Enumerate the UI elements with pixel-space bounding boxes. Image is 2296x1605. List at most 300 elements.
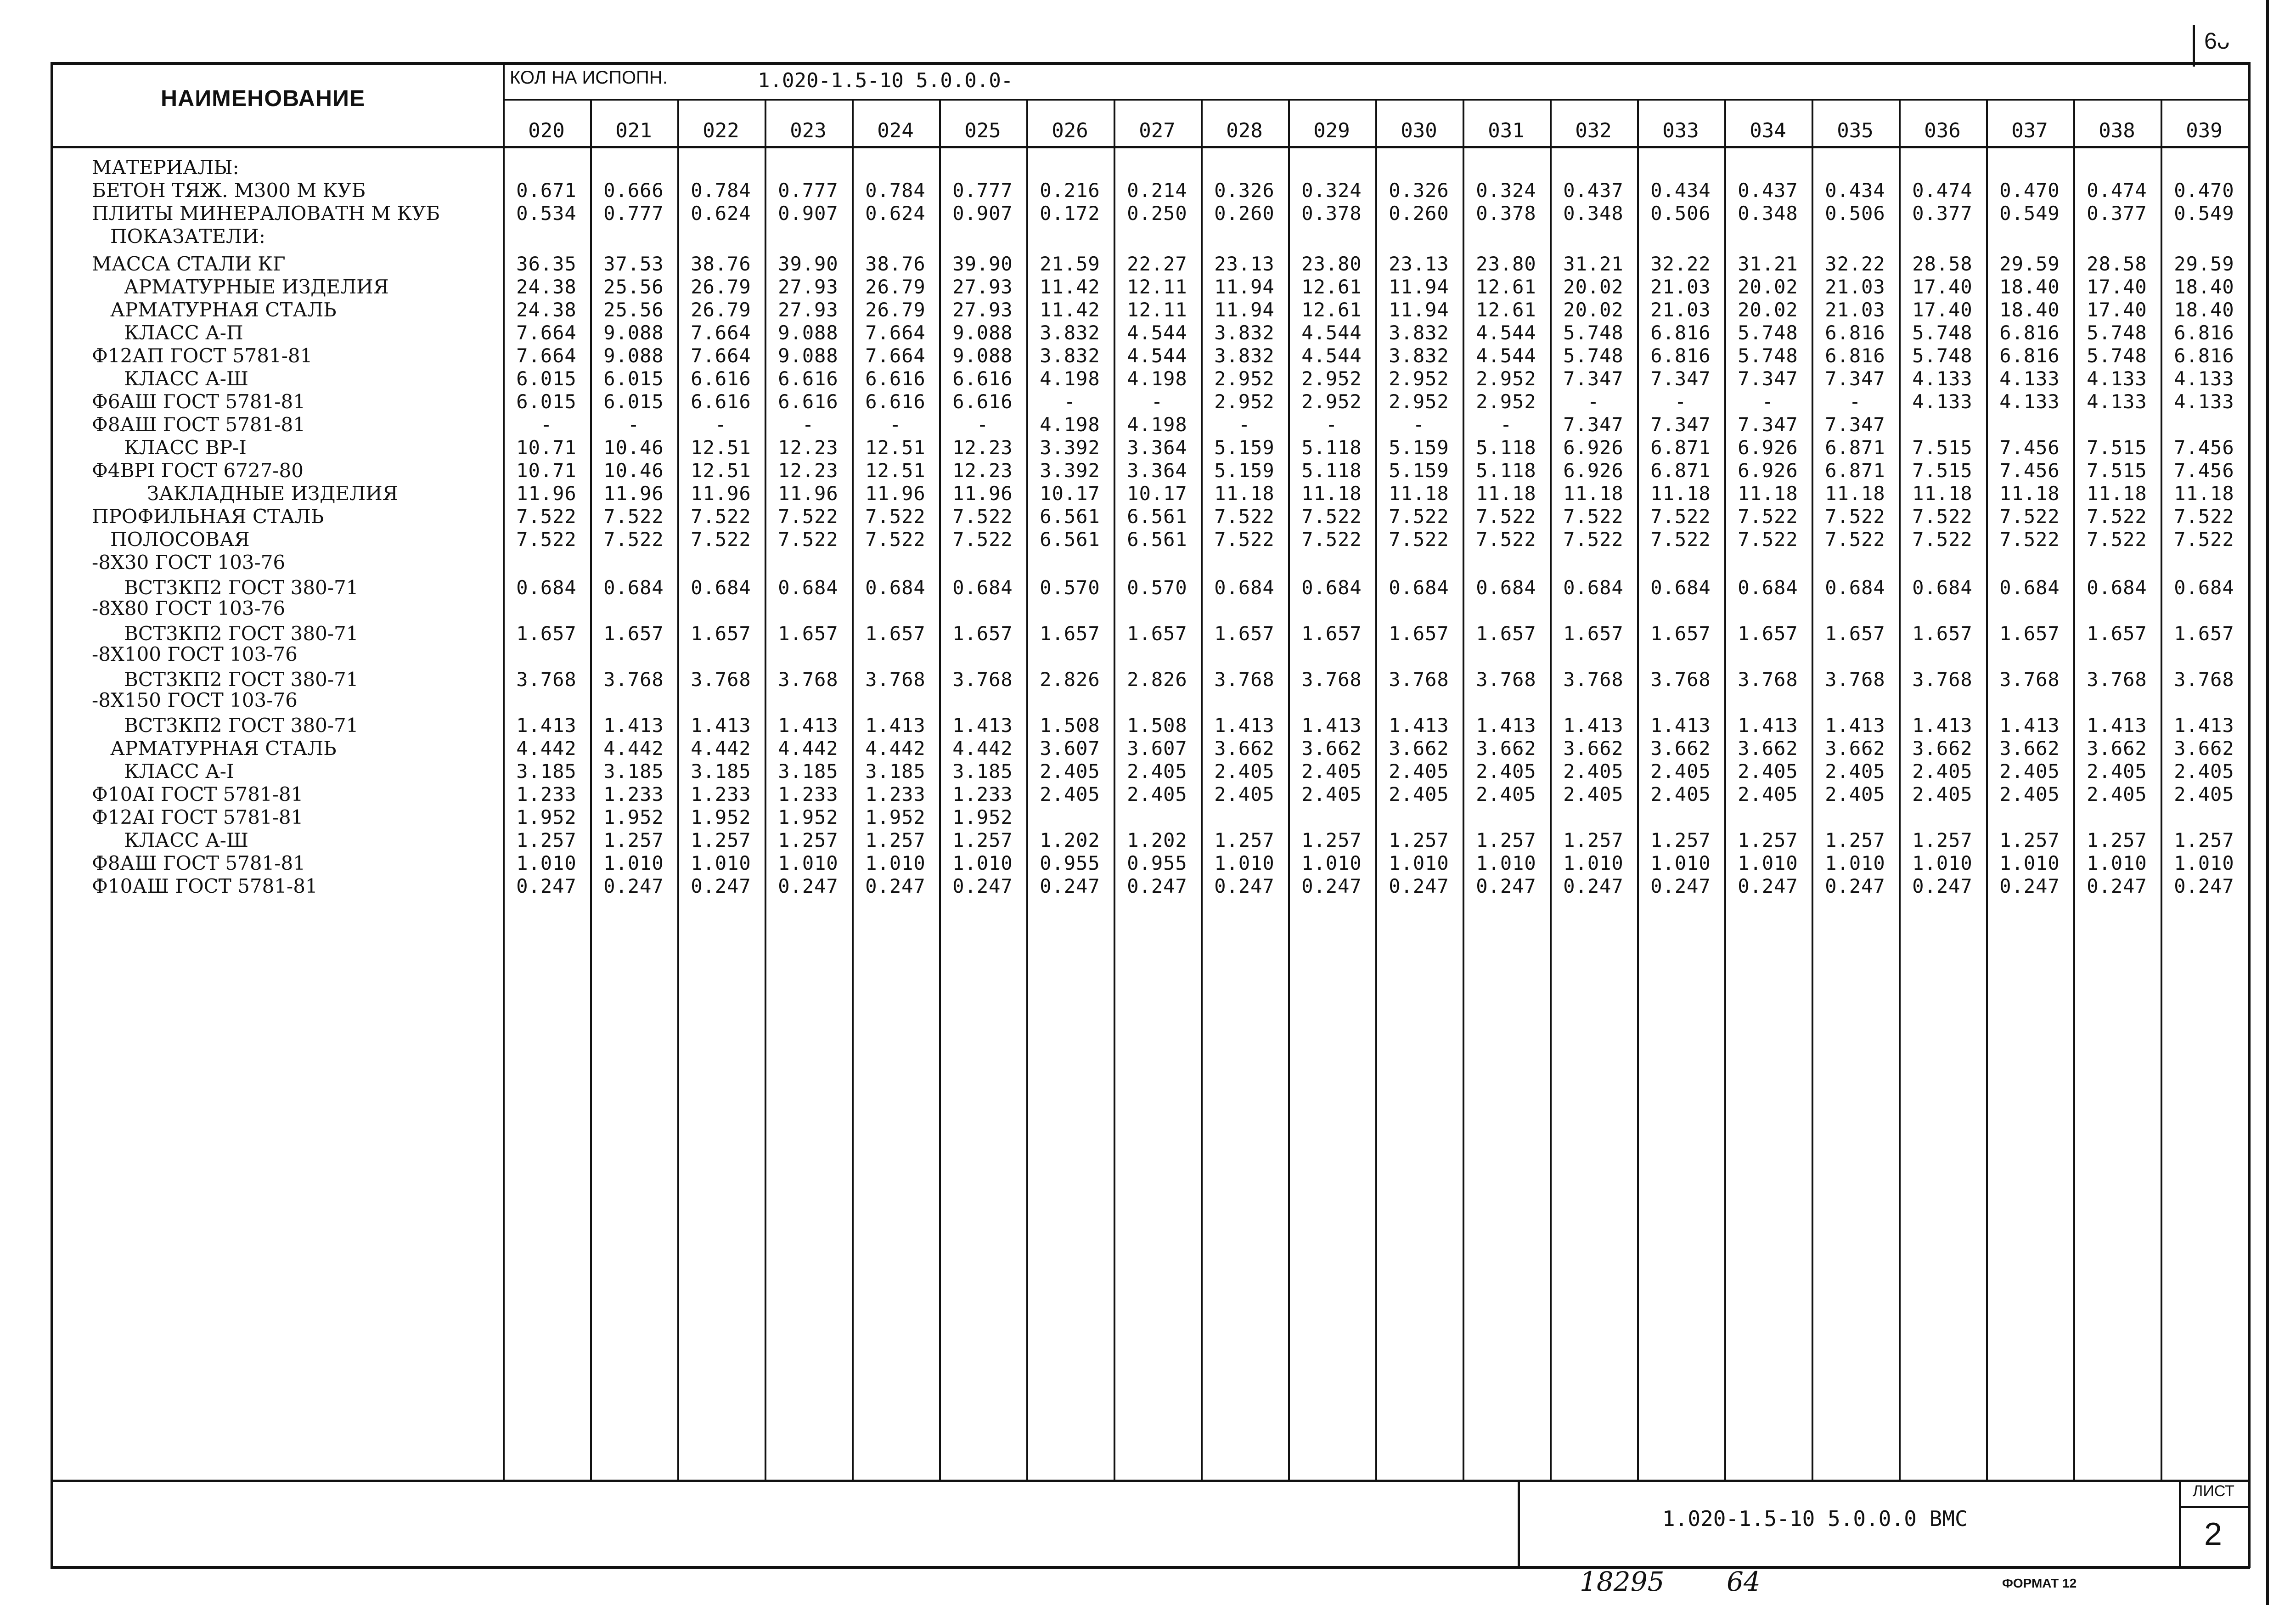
table-cell: 12.61 xyxy=(1476,298,1536,321)
table-cell: 11.18 xyxy=(1825,482,1885,505)
table-cell: 4.442 xyxy=(865,737,926,760)
table-cell: 1.257 xyxy=(1825,829,1885,851)
table-cell: 4.442 xyxy=(952,737,1013,760)
table-cell: 7.515 xyxy=(1912,436,1973,459)
row-label: -8Х150 ГОСТ 103-76 xyxy=(92,689,298,711)
table-cell: 1.010 xyxy=(778,852,838,874)
table-cell: 0.684 xyxy=(1912,576,1973,599)
table-cell: 7.515 xyxy=(2087,436,2147,459)
table-cell: 5.159 xyxy=(1214,436,1275,459)
table-cell: 2.405 xyxy=(1040,783,1100,805)
table-cell: 5.748 xyxy=(1912,344,1973,367)
table-cell: 37.53 xyxy=(603,253,664,275)
table-cell: 1.952 xyxy=(516,806,577,828)
table-cell: 7.664 xyxy=(691,344,751,367)
table-cell: 3.662 xyxy=(1214,737,1275,760)
table-cell: 7.456 xyxy=(1999,459,2060,482)
table-cell: 2.405 xyxy=(1825,760,1885,783)
table-cell: 1.010 xyxy=(1738,852,1798,874)
table-cell: 0.470 xyxy=(2174,179,2234,202)
table-cell: 3.768 xyxy=(1650,668,1711,691)
table-cell: 7.522 xyxy=(1650,528,1711,551)
table-cell: 2.952 xyxy=(1476,390,1536,413)
table-cell: 10.17 xyxy=(1127,482,1187,505)
table-cell: 5.118 xyxy=(1476,436,1536,459)
table-cell: 7.522 xyxy=(1650,505,1711,528)
table-cell: 6.561 xyxy=(1127,528,1187,551)
row-label: -8Х80 ГОСТ 103-76 xyxy=(92,597,286,619)
table-cell: 6.816 xyxy=(1650,344,1711,367)
table-cell: 3.768 xyxy=(1476,668,1536,691)
frame-left xyxy=(51,62,53,1568)
table-cell: 3.364 xyxy=(1127,459,1187,482)
table-cell: 0.247 xyxy=(1825,875,1885,897)
table-cell: 6.926 xyxy=(1563,436,1624,459)
table-cell: 0.434 xyxy=(1650,179,1711,202)
table-cell: 3.662 xyxy=(1738,737,1798,760)
row-label: Ф10АI ГОСТ 5781-81 xyxy=(92,783,304,805)
table-cell: 12.23 xyxy=(952,436,1013,459)
table-cell: 36.35 xyxy=(516,253,577,275)
table-cell: 1.257 xyxy=(778,829,838,851)
table-cell: 9.088 xyxy=(778,344,838,367)
table-cell: 1.657 xyxy=(603,622,664,645)
table-cell: 1.233 xyxy=(603,783,664,805)
column-header-029: 029 xyxy=(1313,119,1350,142)
table-cell: 1.257 xyxy=(1301,829,1362,851)
table-cell: 12.23 xyxy=(952,459,1013,482)
table-cell: 0.684 xyxy=(691,576,751,599)
table-cell: 11.94 xyxy=(1214,298,1275,321)
table-cell: 3.768 xyxy=(516,668,577,691)
table-cell: 0.784 xyxy=(865,179,926,202)
column-header-033: 033 xyxy=(1662,119,1699,142)
table-cell: 7.664 xyxy=(865,344,926,367)
table-cell: 7.347 xyxy=(1738,413,1798,436)
table-cell: 2.405 xyxy=(1476,783,1536,805)
table-cell: 22.27 xyxy=(1127,253,1187,275)
table-cell: 5.118 xyxy=(1301,436,1362,459)
table-cell: 5.159 xyxy=(1389,436,1449,459)
table-cell: 25.56 xyxy=(603,298,664,321)
table-cell: 6.616 xyxy=(778,367,838,390)
table-cell: 1.010 xyxy=(1301,852,1362,874)
table-cell: 10.17 xyxy=(1040,482,1100,505)
table-cell: 7.664 xyxy=(865,321,926,344)
table-cell: 11.96 xyxy=(865,482,926,505)
table-cell: 12.51 xyxy=(865,436,926,459)
table-cell: 1.413 xyxy=(2087,714,2147,737)
table-cell: 5.748 xyxy=(1738,321,1798,344)
table-cell: 7.522 xyxy=(1738,528,1798,551)
table-cell: 2.826 xyxy=(1127,668,1187,691)
column-header-032: 032 xyxy=(1575,119,1612,142)
table-cell: 3.768 xyxy=(1912,668,1973,691)
table-cell: 1.010 xyxy=(2174,852,2234,874)
table-cell: 5.748 xyxy=(1912,321,1973,344)
table-cell: 7.347 xyxy=(1650,367,1711,390)
title-doc-code: 1.020-1.5-10 5.0.0.0 ВМС xyxy=(1662,1506,1968,1531)
table-cell: 1.257 xyxy=(1389,829,1449,851)
table-cell: 1.233 xyxy=(865,783,926,805)
table-cell: 1.413 xyxy=(1301,714,1362,737)
column-header-021: 021 xyxy=(615,119,652,142)
table-cell: 7.522 xyxy=(1912,528,1973,551)
row-label: БЕТОН ТЯЖ. М300 М КУБ xyxy=(92,179,366,202)
table-cell: 7.522 xyxy=(1476,505,1536,528)
table-cell: 1.257 xyxy=(2087,829,2147,851)
table-cell: 4.442 xyxy=(691,737,751,760)
table-cell: 0.348 xyxy=(1563,202,1624,225)
table-cell: 4.544 xyxy=(1476,321,1536,344)
table-cell: - xyxy=(802,413,815,436)
table-cell: 4.133 xyxy=(1999,390,2060,413)
table-cell: 7.347 xyxy=(1825,413,1885,436)
row-label: Ф4ВРI ГОСТ 6727-80 xyxy=(92,459,304,482)
table-cell: 3.832 xyxy=(1214,321,1275,344)
table-cell: 6.816 xyxy=(1825,321,1885,344)
table-cell: 2.405 xyxy=(1825,783,1885,805)
table-cell: 0.377 xyxy=(1912,202,1973,225)
table-cell: 6.871 xyxy=(1825,459,1885,482)
table-cell: 1.010 xyxy=(1650,852,1711,874)
table-cell: 0.624 xyxy=(691,202,751,225)
table-cell: 11.18 xyxy=(2087,482,2147,505)
table-cell: 7.522 xyxy=(1738,505,1798,528)
table-cell: 11.18 xyxy=(1738,482,1798,505)
table-cell: 2.405 xyxy=(1301,760,1362,783)
table-cell: 1.657 xyxy=(2174,622,2234,645)
format-label: ФОРМАТ 12 xyxy=(2002,1576,2077,1590)
table-cell: 7.456 xyxy=(2174,459,2234,482)
row-label: КЛАСС А-П xyxy=(124,321,243,344)
table-cell: 3.768 xyxy=(691,668,751,691)
table-cell: 3.832 xyxy=(1214,344,1275,367)
column-header-023: 023 xyxy=(790,119,827,142)
table-cell: 3.768 xyxy=(2087,668,2147,691)
table-cell: 0.570 xyxy=(1127,576,1187,599)
row-label: АРМАТУРНАЯ СТАЛЬ xyxy=(110,298,337,321)
table-cell: 17.40 xyxy=(1912,276,1973,298)
table-cell: 3.185 xyxy=(865,760,926,783)
table-cell: 26.79 xyxy=(691,276,751,298)
table-cell: 0.324 xyxy=(1476,179,1536,202)
table-cell: 3.768 xyxy=(2174,668,2234,691)
table-cell: 11.96 xyxy=(691,482,751,505)
table-cell: 1.657 xyxy=(691,622,751,645)
table-cell: 0.172 xyxy=(1040,202,1100,225)
table-cell: 1.010 xyxy=(1476,852,1536,874)
table-cell: 2.405 xyxy=(2174,760,2234,783)
table-cell: 18.40 xyxy=(1999,298,2060,321)
table-cell: 21.03 xyxy=(1650,276,1711,298)
table-cell: 2.952 xyxy=(1301,367,1362,390)
table-cell: 1.257 xyxy=(2174,829,2234,851)
table-cell: 7.522 xyxy=(1389,528,1449,551)
table-cell: 7.522 xyxy=(1563,505,1624,528)
table-cell: 12.61 xyxy=(1476,276,1536,298)
table-cell: 0.326 xyxy=(1214,179,1275,202)
table-cell: 7.522 xyxy=(2087,505,2147,528)
handwritten-number-1: 18295 xyxy=(1580,1566,1665,1597)
table-cell: 3.607 xyxy=(1040,737,1100,760)
table-cell: 0.260 xyxy=(1389,202,1449,225)
table-cell: 3.832 xyxy=(1040,321,1100,344)
table-cell: 0.684 xyxy=(2174,576,2234,599)
table-cell: 0.260 xyxy=(1214,202,1275,225)
table-cell: 1.010 xyxy=(1214,852,1275,874)
table-cell: - xyxy=(1849,390,1862,413)
row-label: ПОЛОСОВАЯ xyxy=(110,528,250,551)
table-cell: 0.624 xyxy=(865,202,926,225)
table-cell: 1.257 xyxy=(1912,829,1973,851)
table-cell: 0.247 xyxy=(1912,875,1973,897)
sheet-box-left xyxy=(2179,1480,2181,1567)
table-cell: 3.832 xyxy=(1389,344,1449,367)
table-cell: 5.748 xyxy=(1738,344,1798,367)
table-cell: 0.247 xyxy=(1563,875,1624,897)
table-cell: 17.40 xyxy=(2087,298,2147,321)
table-cell: 0.348 xyxy=(1738,202,1798,225)
table-cell: 11.96 xyxy=(603,482,664,505)
count-label: КОЛ НА ИСПОПН. xyxy=(510,68,668,88)
table-cell: 0.216 xyxy=(1040,179,1100,202)
table-cell: 7.664 xyxy=(516,344,577,367)
table-cell: 7.522 xyxy=(1999,528,2060,551)
table-cell: 3.185 xyxy=(778,760,838,783)
table-cell: 1.257 xyxy=(865,829,926,851)
table-cell: 0.247 xyxy=(865,875,926,897)
table-cell: 11.18 xyxy=(2174,482,2234,505)
column-header-035: 035 xyxy=(1837,119,1874,142)
table-cell: 0.684 xyxy=(1301,576,1362,599)
table-cell: 2.405 xyxy=(1738,783,1798,805)
table-cell: 7.522 xyxy=(1563,528,1624,551)
row-label: ПОКАЗАТЕЛИ: xyxy=(110,225,265,248)
table-cell: 6.616 xyxy=(952,390,1013,413)
table-cell: 7.515 xyxy=(1912,459,1973,482)
table-cell: 1.657 xyxy=(778,622,838,645)
table-cell: 0.549 xyxy=(1999,202,2060,225)
row-label: КЛАСС А-Ш xyxy=(124,829,248,851)
table-cell: 7.515 xyxy=(2087,459,2147,482)
row-label: Ф12АI ГОСТ 5781-81 xyxy=(92,806,304,828)
table-cell: 27.93 xyxy=(952,298,1013,321)
table-cell: 1.010 xyxy=(2087,852,2147,874)
table-cell: 1.010 xyxy=(691,852,751,874)
table-cell: 0.247 xyxy=(603,875,664,897)
table-cell: 2.405 xyxy=(1127,783,1187,805)
table-cell: 1.010 xyxy=(1999,852,2060,874)
table-cell: 0.777 xyxy=(603,202,664,225)
table-cell: 6.871 xyxy=(1825,436,1885,459)
table-cell: 1.010 xyxy=(952,852,1013,874)
table-cell: 12.51 xyxy=(691,459,751,482)
table-cell: 27.93 xyxy=(952,276,1013,298)
table-cell: 9.088 xyxy=(952,321,1013,344)
table-cell: 3.662 xyxy=(1563,737,1624,760)
table-cell: 0.907 xyxy=(952,202,1013,225)
sheet-box-divider xyxy=(2179,1506,2250,1508)
table-cell: 17.40 xyxy=(1912,298,1973,321)
table-cell: 7.522 xyxy=(865,505,926,528)
table-cell: 2.405 xyxy=(2087,783,2147,805)
table-cell: 4.198 xyxy=(1127,413,1187,436)
row-label: КЛАСС ВР-I xyxy=(124,436,247,459)
table-cell: 17.40 xyxy=(2087,276,2147,298)
table-cell: 4.544 xyxy=(1127,321,1187,344)
table-cell: 1.010 xyxy=(1563,852,1624,874)
table-cell: 1.257 xyxy=(603,829,664,851)
table-cell: 6.926 xyxy=(1738,436,1798,459)
table-cell: 12.51 xyxy=(865,459,926,482)
column-header-038: 038 xyxy=(2099,119,2135,142)
table-cell: 0.247 xyxy=(1738,875,1798,897)
row-label: Ф8АШ ГОСТ 5781-81 xyxy=(92,852,305,874)
table-cell: 11.42 xyxy=(1040,276,1100,298)
table-cell: 1.413 xyxy=(1738,714,1798,737)
table-cell: 7.522 xyxy=(1214,505,1275,528)
table-cell: 1.413 xyxy=(952,714,1013,737)
table-cell: 3.832 xyxy=(1040,344,1100,367)
table-cell: - xyxy=(1325,413,1338,436)
table-cell: 3.392 xyxy=(1040,436,1100,459)
table-cell: 11.18 xyxy=(1912,482,1973,505)
table-cell: 0.684 xyxy=(603,576,664,599)
table-cell: 3.768 xyxy=(778,668,838,691)
table-cell: 0.684 xyxy=(778,576,838,599)
row-label: Ф8АШ ГОСТ 5781-81 xyxy=(92,413,305,436)
table-cell: 1.257 xyxy=(1476,829,1536,851)
table-cell: 39.90 xyxy=(778,253,838,275)
table-cell: 4.133 xyxy=(2174,390,2234,413)
table-cell: 1.657 xyxy=(1127,622,1187,645)
table-cell: - xyxy=(1412,413,1425,436)
table-cell: 7.522 xyxy=(691,505,751,528)
table-cell: 0.247 xyxy=(1999,875,2060,897)
table-cell: 1.657 xyxy=(952,622,1013,645)
table-cell: 6.015 xyxy=(516,390,577,413)
table-cell: 0.777 xyxy=(952,179,1013,202)
table-cell: 7.522 xyxy=(2087,528,2147,551)
table-cell: 7.522 xyxy=(1825,505,1885,528)
table-cell: 32.22 xyxy=(1650,253,1711,275)
table-cell: 0.324 xyxy=(1301,179,1362,202)
table-cell: 3.607 xyxy=(1127,737,1187,760)
table-cell: 2.405 xyxy=(1912,783,1973,805)
table-cell: 1.413 xyxy=(1912,714,1973,737)
table-cell: 2.405 xyxy=(1650,760,1711,783)
table-cell: 6.816 xyxy=(1999,321,2060,344)
table-cell: 6.616 xyxy=(865,367,926,390)
table-cell: 1.233 xyxy=(952,783,1013,805)
table-cell: 11.18 xyxy=(1301,482,1362,505)
table-cell: 7.347 xyxy=(1563,413,1624,436)
table-cell: 23.13 xyxy=(1389,253,1449,275)
table-cell: 11.18 xyxy=(1476,482,1536,505)
column-header-028: 028 xyxy=(1226,119,1263,142)
table-cell: 0.684 xyxy=(1389,576,1449,599)
table-cell: 6.561 xyxy=(1127,505,1187,528)
table-cell: 7.522 xyxy=(952,505,1013,528)
table-cell: 7.522 xyxy=(2174,528,2234,551)
table-cell: 3.768 xyxy=(1563,668,1624,691)
handwritten-number-2: 64 xyxy=(1727,1566,1761,1597)
table-cell: 4.442 xyxy=(778,737,838,760)
table-cell: 1.010 xyxy=(1912,852,1973,874)
table-cell: 5.159 xyxy=(1389,459,1449,482)
table-cell: 7.522 xyxy=(952,528,1013,551)
table-cell: 26.79 xyxy=(865,276,926,298)
table-cell: 7.522 xyxy=(603,528,664,551)
table-cell: 0.684 xyxy=(1476,576,1536,599)
row-label: Ф10АШ ГОСТ 5781-81 xyxy=(92,875,318,897)
table-cell: 1.257 xyxy=(516,829,577,851)
table-cell: 7.522 xyxy=(516,505,577,528)
table-cell: 0.247 xyxy=(516,875,577,897)
table-cell: 7.347 xyxy=(1825,367,1885,390)
table-cell: 1.413 xyxy=(1999,714,2060,737)
table-cell: 6.926 xyxy=(1738,459,1798,482)
table-cell: 25.56 xyxy=(603,276,664,298)
table-cell: 3.768 xyxy=(1825,668,1885,691)
table-cell: 3.832 xyxy=(1389,321,1449,344)
table-cell: 2.405 xyxy=(1650,783,1711,805)
table-cell: 7.664 xyxy=(691,321,751,344)
table-cell: 4.133 xyxy=(2087,390,2147,413)
table-cell: 20.02 xyxy=(1738,276,1798,298)
table-cell: 1.257 xyxy=(1650,829,1711,851)
table-cell: 23.80 xyxy=(1301,253,1362,275)
row-label: Ф6АШ ГОСТ 5781-81 xyxy=(92,390,305,413)
row-label: КЛАСС А-I xyxy=(124,760,234,783)
row-label: МАССА СТАЛИ КГ xyxy=(92,253,286,275)
row-label: -8Х100 ГОСТ 103-76 xyxy=(92,643,298,665)
table-cell: 7.522 xyxy=(778,505,838,528)
table-cell: 1.257 xyxy=(1563,829,1624,851)
table-cell: 1.413 xyxy=(691,714,751,737)
table-cell: 0.570 xyxy=(1040,576,1100,599)
table-cell: 7.522 xyxy=(1912,505,1973,528)
table-cell: 3.768 xyxy=(1389,668,1449,691)
table-cell: 1.413 xyxy=(2174,714,2234,737)
table-cell: 21.03 xyxy=(1825,276,1885,298)
table-cell: 1.233 xyxy=(778,783,838,805)
table-cell: 29.59 xyxy=(1999,253,2060,275)
table-cell: 2.826 xyxy=(1040,668,1100,691)
table-cell: 1.657 xyxy=(1214,622,1275,645)
name-column-header: НАИМЕНОВАНИЕ xyxy=(161,85,366,111)
table-cell: 2.405 xyxy=(1912,760,1973,783)
table-cell: 3.662 xyxy=(2087,737,2147,760)
table-cell: 11.18 xyxy=(1650,482,1711,505)
table-cell: 10.71 xyxy=(516,436,577,459)
table-cell: 12.23 xyxy=(778,459,838,482)
table-cell: 5.118 xyxy=(1476,459,1536,482)
table-cell: 0.684 xyxy=(1738,576,1798,599)
table-cell: 2.405 xyxy=(1301,783,1362,805)
column-header-039: 039 xyxy=(2186,119,2223,142)
table-cell: 0.955 xyxy=(1040,852,1100,874)
table-cell: 0.684 xyxy=(1999,576,2060,599)
table-cell: 1.657 xyxy=(1650,622,1711,645)
table-cell: 1.413 xyxy=(516,714,577,737)
table-cell: 0.684 xyxy=(952,576,1013,599)
row-label: ВСТ3КП2 ГОСТ 380-71 xyxy=(124,576,359,599)
table-cell: 3.768 xyxy=(952,668,1013,691)
table-cell: 0.378 xyxy=(1476,202,1536,225)
row-label: ПЛИТЫ МИНЕРАЛОВАТН М КУБ xyxy=(92,202,440,225)
